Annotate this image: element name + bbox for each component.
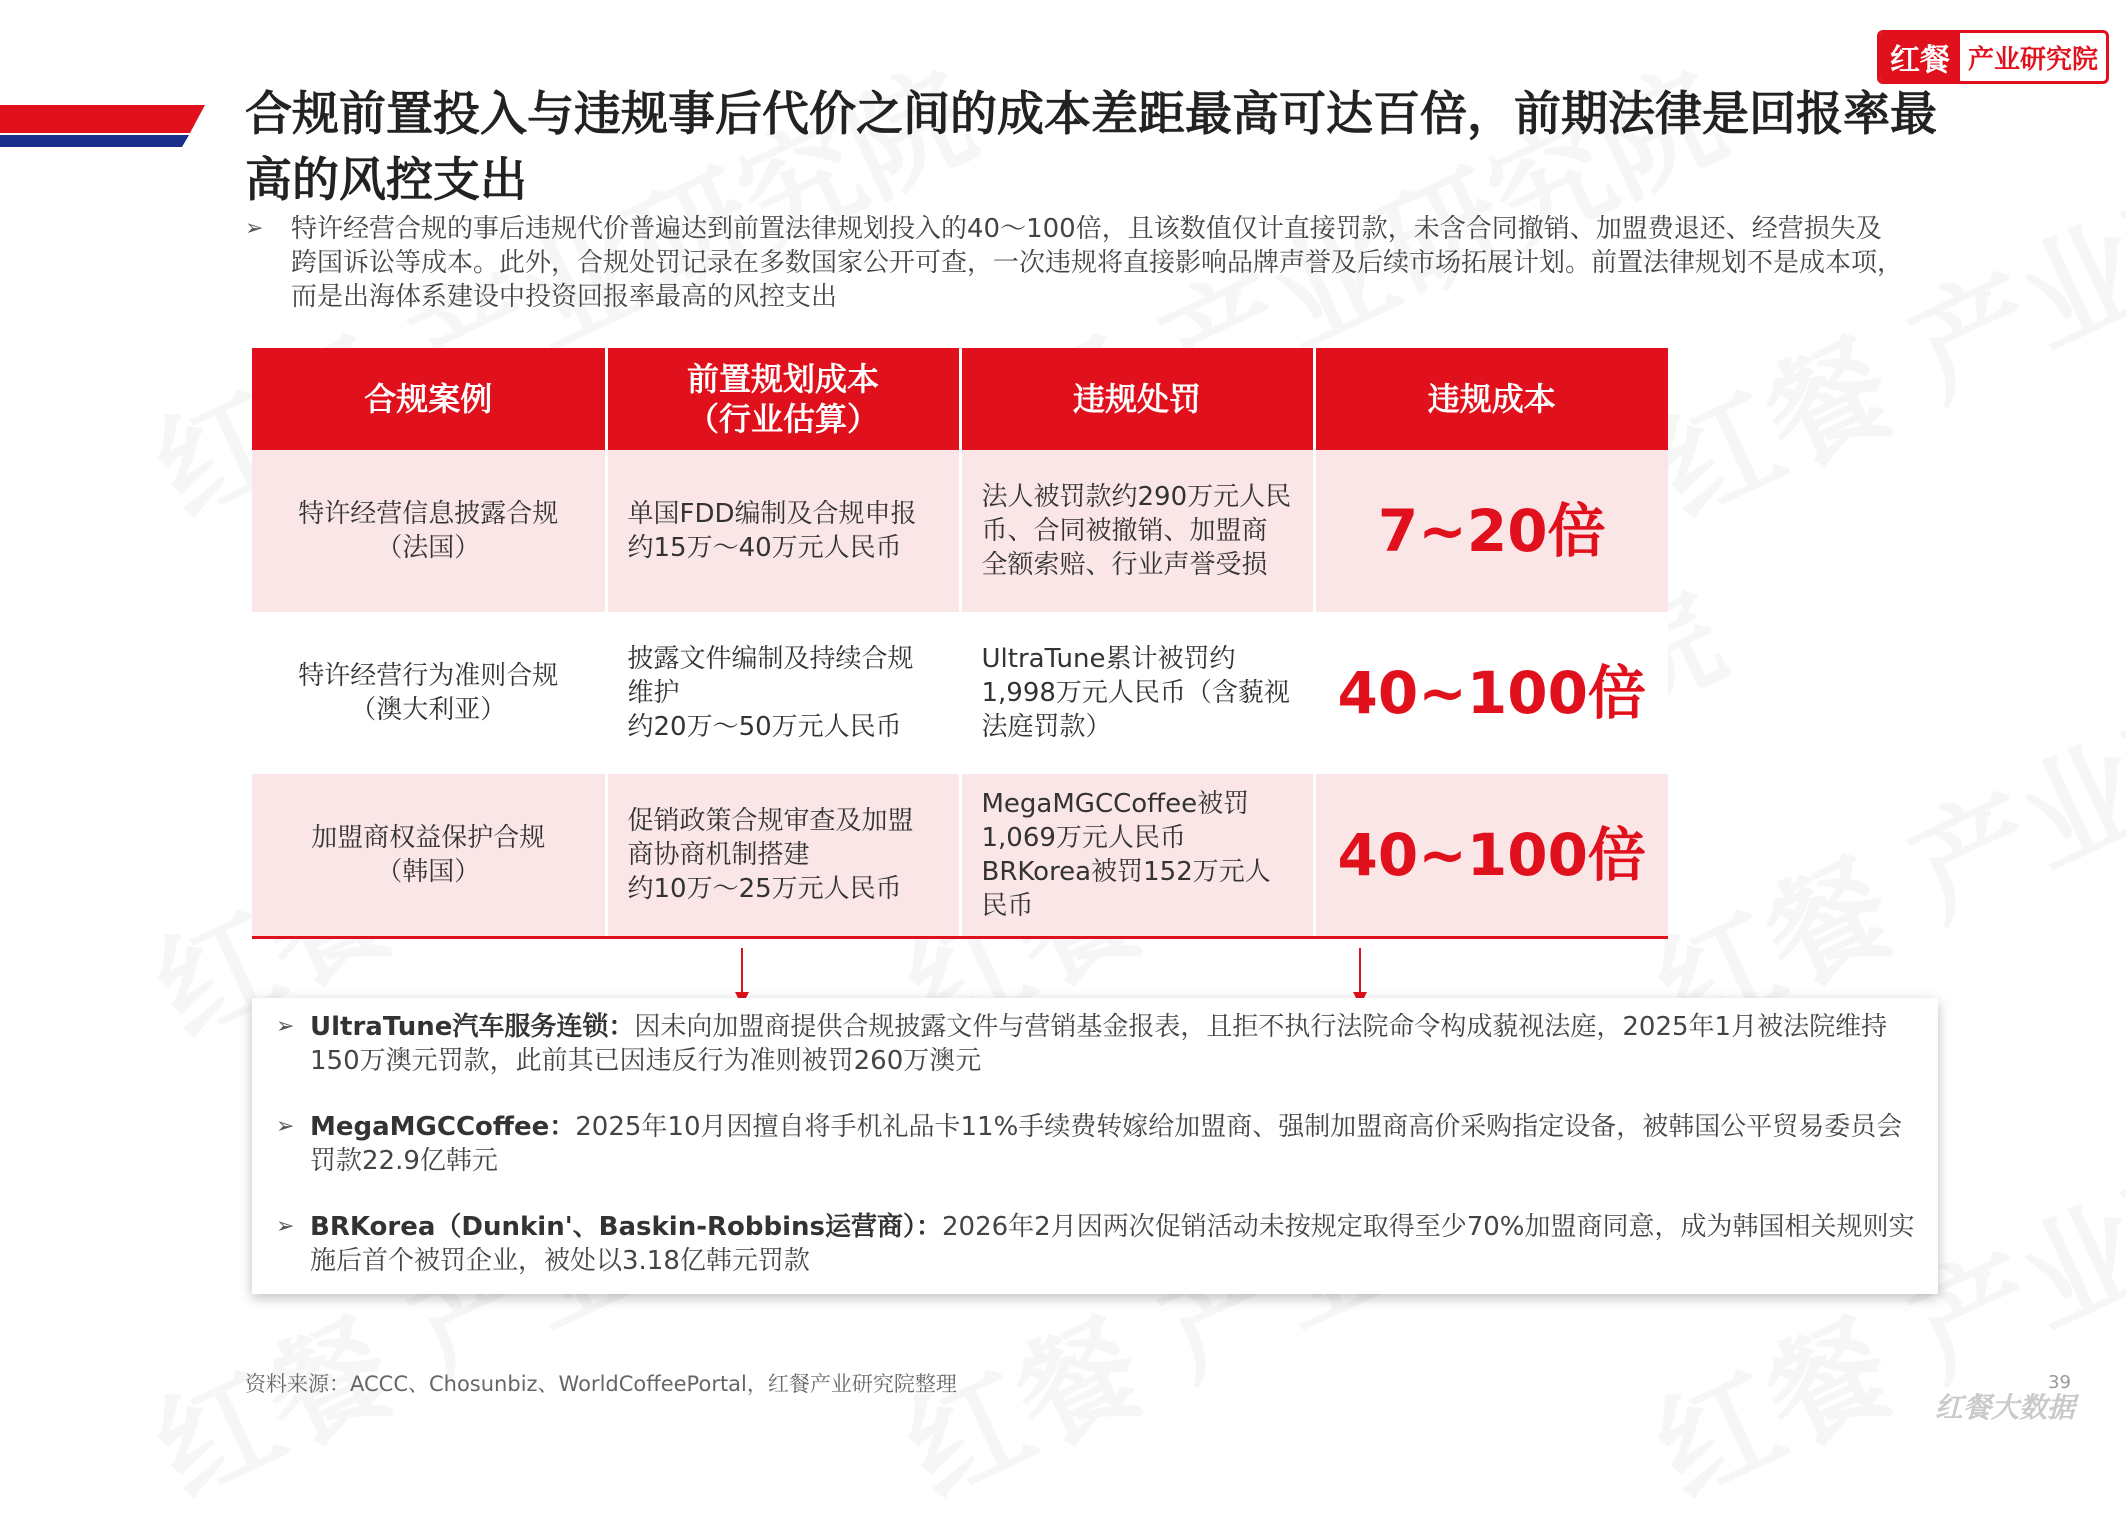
penalty-cell: 法人被罚款约290万元人民币、合同被撤销、加盟商全额索赔、行业声誉受损 xyxy=(960,450,1314,612)
column-header: 违规成本 xyxy=(1314,348,1668,450)
bullet-arrow-icon: ➢ xyxy=(276,1114,295,1139)
case-cell: 加盟商权益保护合规 （韩国） xyxy=(252,774,606,938)
cost-cell: 披露文件编制及持续合规维护 约20万～50万元人民币 xyxy=(606,612,960,774)
column-header: 违规处罚 xyxy=(960,348,1314,450)
case-text xyxy=(310,1210,1926,1278)
multiple-cell: 40~100倍 xyxy=(1314,612,1668,774)
case-text xyxy=(310,1010,1926,1078)
case-cell: 特许经营信息披露合规 （法国） xyxy=(252,450,606,612)
compliance-table xyxy=(252,348,1668,939)
brand-logo xyxy=(1877,30,2109,84)
page-number: 39 xyxy=(2048,1372,2071,1393)
footer-logo: 红餐大数据 xyxy=(1935,1391,2076,1424)
case-details-box xyxy=(252,998,1938,1294)
case-item xyxy=(276,1110,1926,1178)
source-note: 资料来源：ACCC、Chosunbiz、WorldCoffeePortal，红餐产业研究院整理 xyxy=(245,1372,957,1396)
page-title: 合规前置投入与违规事后代价之间的成本差距最高可达百倍，前期法律是回报率最高的风控支出 xyxy=(245,87,1937,208)
penalty-cell: MegaMGCCoffee被罚1,069万元人民币 BRKorea被罚152万元人民币 xyxy=(960,774,1314,938)
case-description: 因未向加盟商提供合规披露文件与营销基金报表，且拒不执行法院命令构成藐视法庭，2025年1月被法院维持150万澳元罚款，此前其已因违反行为准则被罚260万澳元 xyxy=(310,1012,1888,1076)
cost-cell: 单国FDD编制及合规申报 约15万～40万元人民币 xyxy=(606,450,960,612)
case-name: MegaMGCCoffee： xyxy=(310,1112,576,1142)
case-cell: 特许经营行为准则合规 （澳大利亚） xyxy=(252,612,606,774)
case-item xyxy=(276,1210,1926,1278)
cost-cell: 促销政策合规审查及加盟商协商机制搭建 约10万～25万元人民币 xyxy=(606,774,960,938)
watermark xyxy=(1625,542,2126,1071)
case-description: 2026年2月因两次促销活动未按规定取得至少70%加盟商同意，成为韩国相关规则实施后首个被罚企业，被处以3.18亿韩元罚款 xyxy=(310,1212,1915,1276)
decorative-stripe xyxy=(0,105,205,151)
multiple-cell: 40~100倍 xyxy=(1314,774,1668,938)
penalty-cell: UltraTune累计被罚约1,998万元人民币（含藐视法庭罚款） xyxy=(960,612,1314,774)
case-description: 2025年10月因擅自将手机礼品卡11%手续费转嫁给加盟商、强制加盟商高价采购指定设备，被韩国公平贸易委员会罚款22.9亿韩元 xyxy=(310,1112,1903,1176)
multiple-cell: 7~20倍 xyxy=(1314,450,1668,612)
case-item xyxy=(276,1010,1926,1078)
table-header-row xyxy=(252,348,1668,450)
bullet-arrow-icon: ➢ xyxy=(276,1214,295,1239)
table-row xyxy=(252,612,1668,774)
bullet-arrow-icon: ➢ xyxy=(276,1014,295,1039)
intro-paragraph xyxy=(245,212,1905,314)
case-text xyxy=(310,1110,1926,1178)
intro-text: 特许经营合规的事后违规代价普遍达到前置法律规划投入的40～100倍，且该数值仅计直接罚款，未含合同撤销、加盟费退还、经营损失及跨国诉讼等成本。此外，合规处罚记录在多数国家公开可查，一次违规将直接影响品牌声誉及后续市场拓展计划。前置法律规划不是成本项，而是出海体系建设中投资回报率最高的风控支出 xyxy=(291,214,1904,312)
table-row xyxy=(252,450,1668,612)
case-name: BRKorea（Dunkin'、Baskin-Robbins运营商）： xyxy=(310,1212,943,1242)
logo-text: 产业研究院 xyxy=(1968,44,2099,75)
logo-mark: 红餐 xyxy=(1880,33,1960,81)
table-row xyxy=(252,774,1668,938)
bullet-arrow-icon: ➢ xyxy=(245,216,264,241)
case-name: UltraTune汽车服务连锁： xyxy=(310,1012,635,1042)
column-header: 合规案例 xyxy=(252,348,606,450)
column-header: 前置规划成本 （行业估算） xyxy=(606,348,960,450)
